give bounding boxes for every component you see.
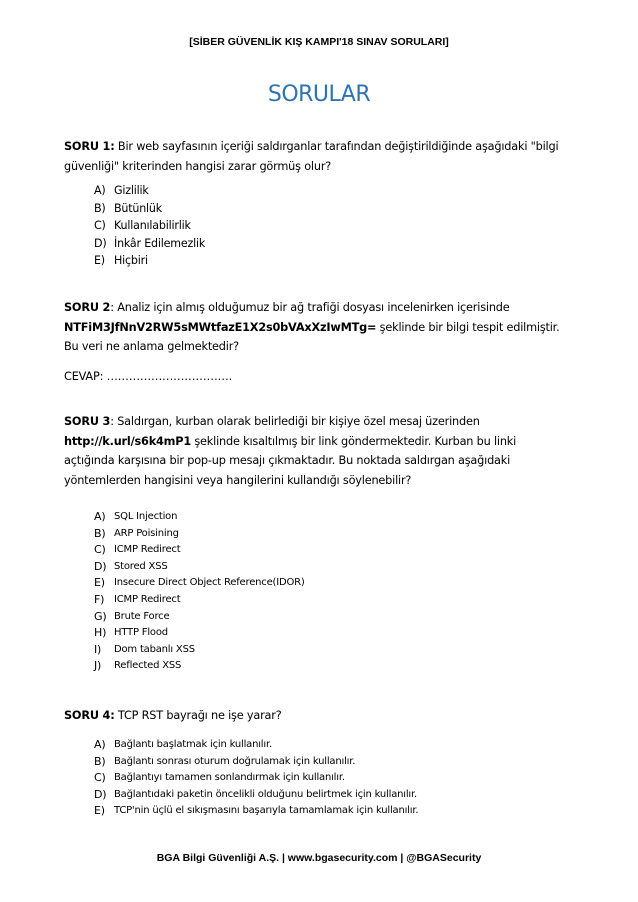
question-4-text: TCP RST bayrağı ne işe yarar? [114, 709, 282, 722]
option: F) ICMP Redirect [94, 592, 181, 606]
option: C) ICMP Redirect [94, 543, 181, 557]
question-2-label: SORU 2 [64, 301, 111, 314]
question-4-options [94, 737, 418, 820]
option: D) İnkâr Edilemezlik [94, 236, 206, 250]
short-link: http://k.url/s6k4mP1 [64, 434, 191, 448]
question-1-label: SORU 1: [64, 140, 115, 153]
option: H) HTTP Flood [94, 626, 168, 640]
question-4 [64, 706, 564, 726]
option: D) Bağlantıdaki paketin öncelikli olduğunu belirtmek için kullanılır. [94, 787, 417, 801]
question-1 [64, 137, 564, 176]
option: E) TCP'nin üçlü el sıkışmasını başarıyla tamamlamak için kullanılır. [94, 804, 419, 818]
page-footer: BGA Bilgi Güvenliği A.Ş. | www.bgasecurity.com | @BGASecurity [156, 852, 482, 864]
option: A) Gizlilik [94, 184, 149, 197]
option: I) Dom tabanlı XSS [94, 642, 195, 656]
question-3-options [94, 509, 305, 675]
option: B) Bütünlük [94, 201, 162, 215]
option: C) Bağlantıyı tamamen sonlandırmak için kullanılır. [94, 771, 345, 785]
option: B) Bağlantı sonrası oturum doğrulamak için kullanılır. [94, 754, 356, 768]
question-4-label: SORU 4: [64, 709, 115, 722]
option: C) Kullanılabilirlik [94, 219, 191, 233]
question-3: SORU 3: Saldırgan, kurban olarak belirlediği bir kişiye özel mesaj üzerinden http://k.url/s6k4mP1 şeklinde kısaltılmış bir link göndermektedir. Kurban bu linki açtığında karşısına bir pop-up mesajı çıkmaktadır. Bu noktada saldırgan aşağıdaki yöntemlerden hangisini veya hangilerini kullandığı söylenebilir? [64, 415, 517, 487]
question-3-label: SORU 3 [64, 415, 111, 428]
option: G) Brute Force [94, 609, 170, 623]
question-2: SORU 2: Analiz için almış olduğumuz bir ağ trafiği dosyası incelenirken içerisinde NTFiM3JfNnV2RW5sMWtfazE1X2s0bVAxXzIwMTg= şeklinde bir bilgi tespit edilmiştir. Bu veri ne anlama gelmektedir? [64, 301, 560, 353]
question-1-text: Bir web sayfasının içeriği saldırganlar tarafından değiştirildiğinde aşağıdaki "bilgi güvenliği" kriterinden hangisi zarar görmüş olur? [64, 140, 559, 173]
page-title: SORULAR [267, 82, 371, 107]
option: B) ARP Poisining [94, 526, 179, 540]
option: E) Hiçbiri [94, 254, 148, 268]
encoded-string: NTFiM3JfNnV2RW5sMWtfazE1X2s0bVAxXzIwMTg= [64, 320, 377, 334]
page-header: [SİBER GÜVENLİK KIŞ KAMPI'18 SINAV SORULARI] [189, 36, 449, 48]
option: A) Bağlantı başlatmak için kullanılır. [94, 738, 272, 751]
question-2-answer: CEVAP: ……………………………. [64, 370, 233, 383]
question-1-options [94, 182, 205, 270]
option: J) Reflected XSS [94, 659, 182, 673]
option: D) Stored XSS [94, 559, 168, 573]
option: A) SQL Injection [94, 510, 178, 523]
option: E) Insecure Direct Object Reference(IDOR) [94, 576, 305, 590]
